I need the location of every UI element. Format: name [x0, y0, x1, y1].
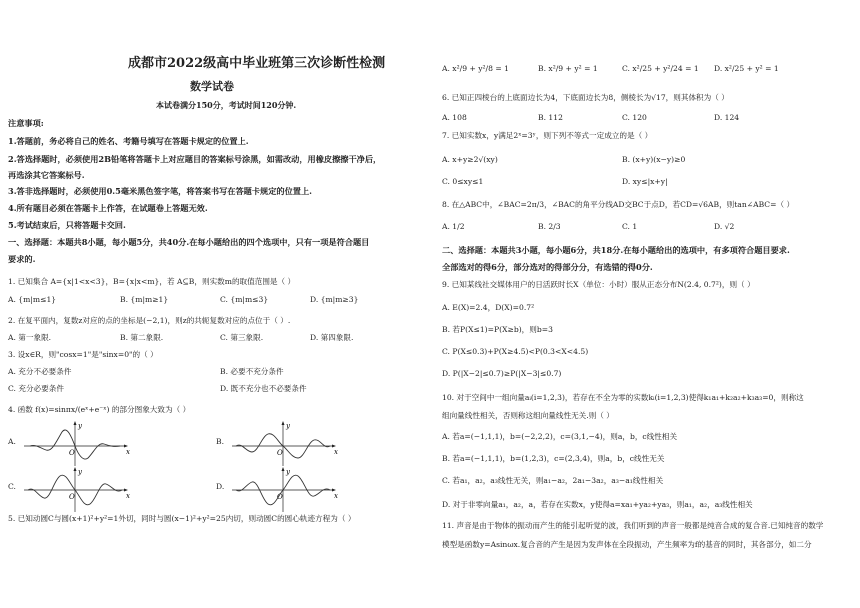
question-3-option-a: A. 充分不必要条件 [8, 367, 72, 376]
exam-subject: 数学试卷 [190, 80, 234, 93]
question-1-option-d: D. {m|m≥3} [310, 295, 359, 304]
question-3-option-d: D. 既不充分也不必要条件 [220, 384, 307, 393]
question-2-option-a: A. 第一象限. [8, 333, 52, 342]
question-6-option-a: A. 108 [442, 113, 467, 122]
question-9-stem: 9. 已知某线社交媒体用户的日活跃时长X（单位：小时）服从正态分布N(2.4, 0.7²)，则（ ） [442, 280, 755, 289]
question-2-option-d: D. 第四象限. [310, 333, 354, 342]
question-7-stem: 7. 已知实数x，y满足2ˣ=3ʸ，则下列不等式一定成立的是（ ） [442, 131, 653, 140]
question-8-option-a: A. 1/2 [442, 222, 465, 231]
question-10-stem-cont: 组向量线性相关，否则称这组向量线性无关.则（ ） [442, 411, 614, 420]
note-item: 3.答非选择题时，必须使用0.5毫米黑色签字笔，将答案书写在答题卡规定的位置上. [8, 186, 313, 196]
question-7-option-a: A. x+y≥2√(xy) [442, 155, 498, 164]
note-item: 1.答题前，务必将自己的姓名、考籍号填写在答题卡规定的位置上. [8, 136, 249, 146]
question-1-option-b: B. {m|m≥1} [120, 295, 169, 304]
question-1-option-a: A. {m|m≤1} [8, 295, 57, 304]
question-5-option-a: A. x²/9 + y²/8 = 1 [442, 64, 509, 73]
exam-title: 成都市2022级高中毕业班第三次诊断性检测 [128, 56, 386, 71]
note-item: 4.所有题目必须在答题卡上作答，在试题卷上答题无效. [8, 203, 208, 213]
section1-heading: 一、选择题：本题共8小题，每小题5分，共40分.在每小题给出的四个选项中，只有一项是符合题目 [8, 237, 370, 247]
question-7-option-b: B. (x+y)(x−y)≥0 [622, 155, 686, 164]
question-6-stem: 6. 已知正四棱台的上底面边长为4，下底面边长为8，侧棱长为√17，则其体积为（ ） [442, 93, 729, 102]
graph-b-origin: O [277, 449, 283, 457]
question-10-stem: 10. 对于空间中一组向量aᵢ(i=1,2,3)，若存在不全为零的实数kᵢ(i=1,2,3)使得k₁a₁+k₂a₂+k₃a₃=0，则称这 [442, 393, 804, 402]
notes-heading: 注意事项: [8, 118, 44, 128]
question-3-option-c: C. 充分必要条件 [8, 384, 64, 393]
question-2-option-b: B. 第二象限. [120, 333, 164, 342]
question-11-stem: 11. 声音是由于物体的振动而产生的能引起听觉的波，我们听到的声音一般都是纯音合成的复合音.已知纯音的数学 [442, 521, 824, 530]
question-9-option-b: B. 若P(X≤1)=P(X≥b)，则b=3 [442, 325, 553, 334]
question-5-stem: 5. 已知动圆C与圆(x+1)²+y²=1外切，同时与圆(x−1)²+y²=25内切，则动圆C的圆心轨迹方程为（ ） [8, 514, 356, 523]
graph-c-x-label: x [126, 492, 130, 500]
question-1-option-c: C. {m|m≤3} [220, 295, 269, 304]
section1-heading-cont: 要求的. [8, 254, 36, 264]
graph-d-y-label: y [286, 468, 290, 476]
question-4-stem: 4. 函数 f(x)=sinπx/(eˣ+e⁻ˣ) 的部分图象大致为（ ） [8, 405, 191, 414]
question-10-option-d: D. 对于非零向量a₁，a₂，a，若存在实数x，y使得a=xa₁+ya₂+ya₃，则a₁，a₂，a₃线性相关 [442, 500, 753, 509]
question-2-stem: 2. 在复平面内，复数z对应的点的坐标是(−2,1)，则z的共轭复数对应的点位于（ ）. [8, 316, 291, 325]
graph-a [20, 420, 130, 468]
question-8-option-b: B. 2/3 [538, 222, 561, 231]
exam-info: 本试卷满分150分，考试时间120分钟. [156, 100, 297, 110]
question-2-option-c: C. 第三象限. [220, 333, 264, 342]
question-9-option-d: D. P(|X−2|≤0.7)≥P(|X−3|≤0.7) [442, 369, 562, 378]
note-item: 5.考试结束后，只将答题卡交回. [8, 220, 126, 230]
section2-heading: 二、选择题：本题共3小题，每小题6分，共18分.在每小题给出的选项中，有多项符合题目要求. [442, 245, 790, 255]
question-11-stem-cont: 模型是函数y=Asinωx.复合音的产生是因为发声体在全段振动，产生频率为f的基音的同时，其各部分，如二分 [442, 540, 812, 549]
question-10-option-a: A. 若a=(−1,1,1)，b=(−2,2,2)，c=(3,1,−4)，则a，b，c线性相关 [442, 432, 678, 441]
question-7-option-c: C. 0≤xy≤1 [442, 177, 484, 186]
graph-d-origin: O [277, 493, 283, 501]
question-4-option-a: A. [8, 437, 16, 446]
question-10-option-c: C. 若a₁，a₂，a₃线性无关，则a₁−a₂，2a₁−3a₂，a₃−a₁线性相关 [442, 476, 664, 485]
question-9-option-c: C. P(X≤0.3)+P(X≥4.5)<P(0.3<X<4.5) [442, 347, 589, 356]
question-7-option-d: D. xy≤|x+y| [622, 177, 668, 186]
question-6-option-c: C. 120 [622, 113, 647, 122]
question-6-option-d: D. 124 [714, 113, 740, 122]
question-8-option-c: C. 1 [622, 222, 638, 231]
graph-b-y-label: y [286, 422, 290, 430]
question-4-option-d: D. [216, 482, 225, 491]
question-3-stem: 3. 设x∈R，则"cosx=1"是"sinx=0"的（ ） [8, 350, 158, 359]
question-8-option-d: D. √2 [714, 222, 735, 231]
note-item: 再选涂其它答案标号. [8, 170, 85, 180]
question-5-option-b: B. x²/9 + y² = 1 [538, 64, 598, 73]
graph-a-y-label: y [78, 422, 82, 430]
question-5-option-c: C. x²/25 + y²/24 = 1 [622, 64, 699, 73]
question-5-option-d: D. x²/25 + y² = 1 [714, 64, 779, 73]
graph-a-origin: O [69, 449, 75, 457]
question-4-option-b: B. [216, 437, 224, 446]
graph-d [228, 466, 338, 514]
graph-a-x-label: x [126, 448, 130, 456]
graph-d-x-label: x [334, 492, 338, 500]
graph-c [20, 466, 130, 514]
question-6-option-b: B. 112 [538, 113, 563, 122]
question-10-option-b: B. 若a=(−1,1,1)，b=(1,2,3)，c=(2,3,4)，则a，b，c线性无关 [442, 454, 665, 463]
question-3-option-b: B. 必要不充分条件 [220, 367, 284, 376]
note-item: 2.答选择题时，必须使用2B铅笔将答题卡上对应题目的答案标号涂黑，如需改动，用橡皮擦擦干净后， [8, 154, 382, 164]
question-8-stem: 8. 在△ABC中，∠BAC=2π/3，∠BAC的角平分线AD交BC于点D，若CD=√6AB，则tan∠ABC=（ ） [442, 200, 795, 209]
question-9-option-a: A. E(X)=2.4，D(X)=0.7² [442, 303, 535, 312]
graph-b [228, 420, 338, 468]
question-1-stem: 1. 已知集合 A={x|1<x<3}，B={x|x<m}，若 A⊆B，则实数m的取值范围是（ ） [8, 277, 296, 286]
graph-b-x-label: x [334, 448, 338, 456]
section2-heading-cont: 全部选对的得6分，部分选对的得部分分，有选错的得0分. [442, 262, 653, 272]
question-4-option-c: C. [8, 482, 16, 491]
graph-c-origin: O [69, 493, 75, 501]
graph-c-y-label: y [78, 468, 82, 476]
